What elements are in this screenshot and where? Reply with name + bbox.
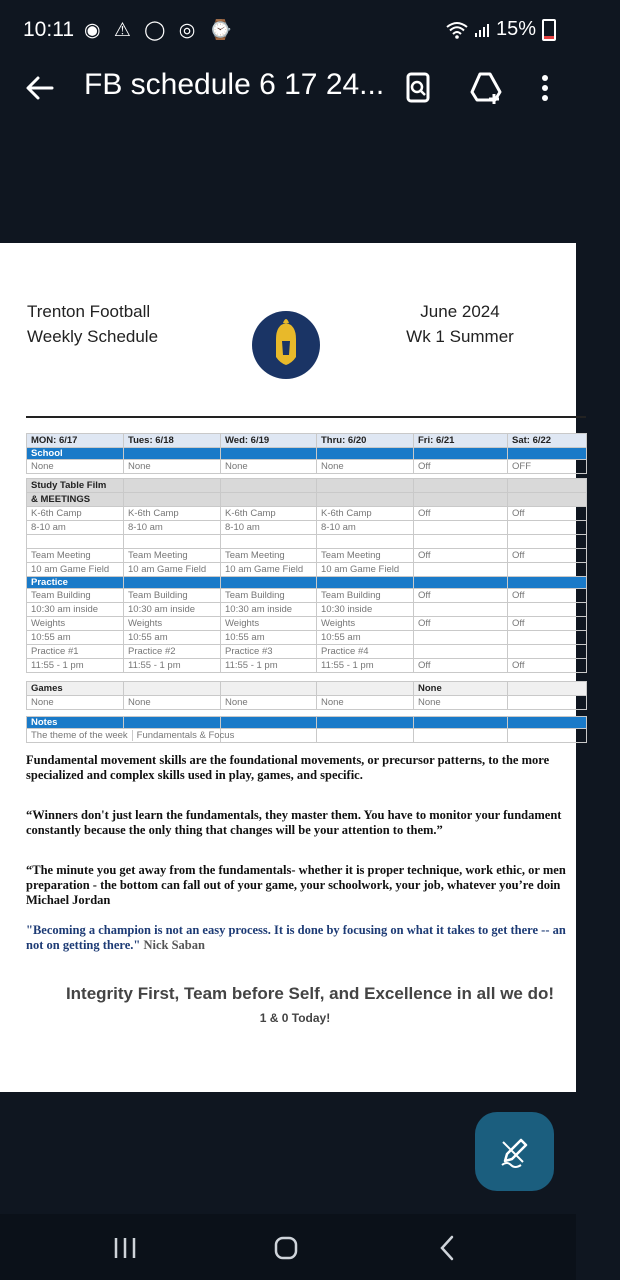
section-label: School [27,448,124,460]
paragraph-line: constantly because the only thing that changes will be your attention to them.” [26,823,443,837]
header-left [27,299,158,349]
cell: None [27,460,124,474]
col-thu: Thru: 6/20 [317,434,414,448]
document-search-icon[interactable] [398,68,438,108]
col-sat: Sat: 6/22 [508,434,587,448]
table-row [27,617,587,631]
cell: Weights [124,617,221,631]
cell: 8-10 am [27,521,124,535]
cell: 10:55 am [317,631,414,645]
cell [508,563,587,577]
section-practice [27,577,587,589]
edit-pen-icon [497,1134,532,1169]
cell: Off [414,659,508,673]
cell: None [27,696,124,710]
header-divider [26,416,586,418]
table-row [27,589,587,603]
cell: Team Building [124,589,221,603]
cell: K-6th Camp [221,507,317,521]
cell: None [124,696,221,710]
cell: None [414,696,508,710]
cell: None [124,460,221,474]
cell: Off [414,460,508,474]
cell: 11:55 - 1 pm [124,659,221,673]
cell: K-6th Camp [27,507,124,521]
signal-icon [474,22,490,38]
cell [414,645,508,659]
paragraph-line: preparation - the bottom can fall out of your game, your schoolwork, your job, whatever you’re doin [26,878,561,892]
document-page[interactable] [0,243,576,1092]
table-row [27,645,587,659]
paragraph-line: "Becoming a champion is not an easy process. It is done by focusing on what it takes to get there -- an [26,923,566,937]
cell: 10:30 am inside [27,603,124,617]
cell: Practice #1 [27,645,124,659]
section-label: & MEETINGS [27,493,124,507]
section-school [27,448,587,460]
cell: 10:55 am [27,631,124,645]
cell: Team Building [221,589,317,603]
cell: 10 am Game Field [124,563,221,577]
edit-fab-button[interactable] [475,1112,554,1191]
cell: None [221,696,317,710]
cell: Off [508,507,587,521]
section-label: Study Table Film [27,479,124,493]
section-study-header-2 [27,493,587,507]
schedule-table [26,433,587,743]
cell: 10 am Game Field [27,563,124,577]
battery-percent: 15% [495,18,536,40]
cell [414,603,508,617]
cell: None [317,696,414,710]
cell: 11:55 - 1 pm [221,659,317,673]
cell: 11:55 - 1 pm [27,659,124,673]
schedule-label: Weekly Schedule [27,327,159,346]
document-title: FB schedule 6 17 24... [84,68,385,101]
system-nav-bar [0,1214,576,1280]
cell: Practice #4 [317,645,414,659]
table-header-row [27,434,587,448]
paragraph-line: specialized and complex skills used in play, games, and specific. [26,768,363,782]
paragraph-line: “The minute you get away from the fundamentals- whether it is proper technique, work ethic, or men [26,863,566,877]
cell [508,696,587,710]
cell [414,563,508,577]
team-motto: Integrity First, Team before Self, and Excellence in all we do! [65,984,555,1003]
paragraph-line: Fundamental movement skills are the foundational movements, or precursor patterns, to the more [26,753,550,767]
battery-icon [542,19,556,41]
notification-icons: ◉ ⚠ ◯ ◎ ⌚ [84,20,237,41]
section-label: Games [27,682,124,696]
table-row [27,729,587,743]
cell [508,603,587,617]
table-row [27,563,587,577]
section-label: Practice [27,577,124,589]
col-tue: Tues: 6/18 [124,434,221,448]
cell: 8-10 am [124,521,221,535]
cell: Team Building [317,589,414,603]
cell: Off [508,617,587,631]
cell: Team Meeting [317,549,414,563]
cell: Team Meeting [124,549,221,563]
section-label: Notes [27,717,124,729]
cell: 8-10 am [221,521,317,535]
cell: 10:30 inside [317,603,414,617]
cell: Off [508,659,587,673]
paragraph-line: Michael Jordan [26,893,111,907]
wifi-icon [446,21,468,39]
cell: 10 am Game Field [317,563,414,577]
cell: Off [414,507,508,521]
spartan-helmet-logo [252,311,320,379]
section-games [27,682,587,696]
cell: Off [414,549,508,563]
cell: Off [414,617,508,631]
notes-focus: Fundamentals & Focus [136,730,235,741]
table-row [27,535,587,549]
home-icon[interactable] [268,1230,304,1266]
header-right [398,299,522,349]
table-row [27,460,587,474]
quote-jordan [26,863,586,908]
table-row [27,696,587,710]
cell: Practice #2 [124,645,221,659]
cell: Weights [221,617,317,631]
cell: 11:55 - 1 pm [317,659,414,673]
cell: None [317,460,414,474]
table-row [27,507,587,521]
record-text: 1 & 0 Today! [259,1011,331,1025]
table-row [27,521,587,535]
col-mon: MON: 6/17 [27,434,124,448]
cell: Off [508,549,587,563]
arrow-left-icon[interactable] [22,70,58,106]
quote-winners [26,808,586,838]
cell: Off [508,589,587,603]
section-notes [27,717,587,729]
status-time: 10:11 [23,18,74,41]
cell: Weights [317,617,414,631]
table-row [27,549,587,563]
status-right [446,18,556,41]
cell: 8-10 am [317,521,414,535]
col-wed: Wed: 6/19 [221,434,317,448]
paragraph-line: “Winners don't just learn the fundamentals, they master them. You have to monitor your fundament [26,808,562,822]
cell: K-6th Camp [124,507,221,521]
notes-theme: The theme of the week [27,730,133,741]
cell: 10:30 am inside [221,603,317,617]
table-row [27,603,587,617]
fundamentals-paragraph [26,753,586,783]
week-label: Wk 1 Summer [406,327,514,346]
cell [508,521,587,535]
notes-cell [27,729,235,743]
team-name: Trenton Football [27,302,151,321]
cell: 10:55 am [124,631,221,645]
drive-add-icon[interactable] [466,68,506,108]
cell: 10 am Game Field [221,563,317,577]
cell: Weights [27,617,124,631]
quote-author: Nick Saban [143,938,205,952]
cell: Team Meeting [27,549,124,563]
app-bar [0,62,576,114]
cell: None [221,460,317,474]
cell [414,631,508,645]
cell: Off [414,589,508,603]
recent-apps-icon[interactable] [107,1230,143,1266]
cell: K-6th Camp [317,507,414,521]
table-row [27,659,587,673]
more-vert-icon[interactable] [525,68,565,108]
cell: OFF [508,460,587,474]
month-label: June 2024 [420,302,500,321]
quote-saban [26,923,586,953]
cell: 10:55 am [221,631,317,645]
col-fri: Fri: 6/21 [414,434,508,448]
cell: Team Meeting [221,549,317,563]
cell [508,645,587,659]
cell: Team Building [27,589,124,603]
cell: 10:30 am inside [124,603,221,617]
cell [508,631,587,645]
back-icon[interactable] [430,1230,466,1266]
section-study-header-1 [27,479,587,493]
status-bar [0,0,576,62]
table-row [27,631,587,645]
cell: Practice #3 [221,645,317,659]
paragraph-line: not on getting there." [26,938,141,952]
games-fri-header: None [414,682,508,696]
cell [414,521,508,535]
